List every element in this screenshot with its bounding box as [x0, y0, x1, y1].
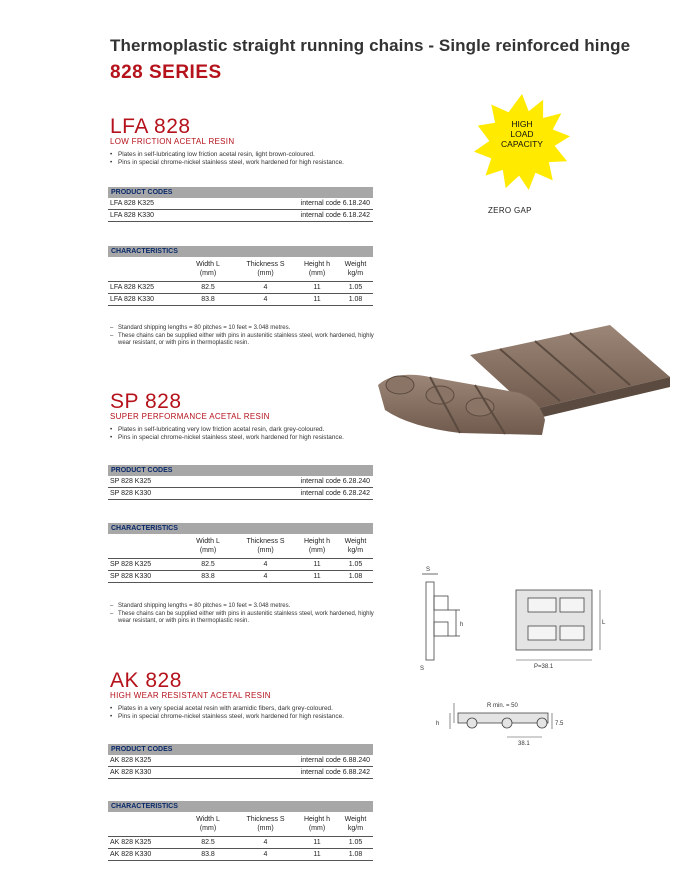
note-item: – These chains can be supplied either with pins in austenitic stainless steel, work hardened, highly wear resistant, or with pins in thermoplastic resin.	[110, 333, 385, 348]
col-height	[296, 537, 338, 555]
characteristics-header: CHARACTERISTICS	[108, 523, 373, 534]
table-row	[108, 476, 373, 488]
col-width	[183, 537, 233, 555]
row-weight: 1.08	[348, 573, 363, 580]
badge-line: LOAD	[510, 129, 534, 139]
zero-gap-label: ZERO GAP	[488, 206, 532, 215]
section-title: AK 828	[110, 669, 182, 692]
table-row	[108, 837, 373, 849]
col-label: Width L	[196, 538, 220, 545]
table-row	[108, 210, 373, 222]
chain-side-drawing	[432, 695, 572, 750]
row-weight: 1.05	[348, 561, 363, 568]
col-thickness	[238, 537, 293, 555]
feature-item: • Plates in self-lubricating low friction acetal resin, light brown-coloured.	[110, 151, 380, 159]
row-thickness: 4	[263, 573, 268, 580]
col-height	[296, 260, 338, 278]
col-unit: (mm)	[308, 825, 326, 832]
product-codes-table	[108, 744, 373, 779]
page-title: Thermoplastic straight running chains - Single reinforced hinge	[110, 36, 631, 55]
characteristics-header: CHARACTERISTICS	[108, 801, 373, 812]
row-width: 83.8	[201, 851, 215, 858]
row-thickness: 4	[263, 561, 268, 568]
col-label: Thickness S	[246, 816, 285, 823]
dim-a: 7.5	[555, 721, 564, 727]
note-item: – These chains can be supplied either with pins in austenitic stainless steel, work hardened, highly wear resistant, or with pins in thermoplastic resin.	[110, 611, 385, 626]
table-row	[108, 488, 373, 500]
col-unit: (mm)	[257, 825, 274, 832]
feature-list	[110, 705, 380, 721]
table-row	[108, 571, 373, 583]
characteristics-header: CHARACTERISTICS	[108, 246, 373, 257]
feature-item: • Pins in special chrome-nickel stainless steel, work hardened for high resistance.	[110, 159, 380, 167]
col-unit: (mm)	[199, 270, 217, 277]
internal-code: internal code 6.88.242	[300, 769, 370, 776]
col-unit: (mm)	[308, 547, 326, 554]
col-unit: (mm)	[199, 547, 217, 554]
internal-code: internal code 6.88.240	[300, 757, 370, 764]
col-unit: kg/m	[347, 270, 364, 277]
row-code: AK 828 K330	[110, 851, 152, 858]
row-width: 82.5	[201, 284, 215, 291]
internal-code: internal code 6.28.242	[300, 490, 370, 497]
col-unit: (mm)	[257, 547, 274, 554]
col-height	[296, 815, 338, 833]
notes-list	[110, 603, 385, 626]
col-unit: (mm)	[308, 270, 326, 277]
table-row	[108, 294, 373, 306]
product-code: LFA 828 K325	[110, 200, 154, 207]
series-title: 828 SERIES	[110, 62, 222, 83]
feature-item: • Pins in special chrome-nickel stainless steel, work hardened for high resistance.	[110, 713, 380, 721]
feature-item: • Plates in self-lubricating very low friction acetal resin, dark grey-coloured.	[110, 426, 380, 434]
dim-h: h	[460, 622, 464, 628]
row-code: SP 828 K325	[110, 561, 152, 568]
row-height: 11	[313, 561, 321, 568]
badge-line: CAPACITY	[501, 139, 543, 149]
col-weight	[338, 537, 373, 555]
col-unit: kg/m	[347, 547, 364, 554]
table-row	[108, 282, 373, 294]
product-codes-header: PRODUCT CODES	[108, 187, 373, 198]
feature-item: • Plates in a very special acetal resin with aramidic fibers, dark grey-coloured.	[110, 705, 380, 713]
col-weight	[338, 260, 373, 278]
col-label: Weight	[344, 261, 367, 268]
col-label: Height h	[303, 538, 331, 545]
row-thickness: 4	[263, 851, 268, 858]
internal-code: internal code 6.18.242	[300, 212, 370, 219]
row-height: 11	[313, 284, 321, 291]
row-width: 83.8	[201, 296, 215, 303]
row-thickness: 4	[263, 296, 268, 303]
row-thickness: 4	[263, 839, 268, 846]
row-height: 11	[313, 296, 321, 303]
row-height: 11	[313, 573, 321, 580]
section-subtitle: HIGH WEAR RESISTANT ACETAL RESIN	[110, 691, 271, 700]
table-row	[108, 767, 373, 779]
product-codes-header: PRODUCT CODES	[108, 465, 373, 476]
note-item: – Standard shipping lengths = 80 pitches = 10 feet = 3.048 metres.	[110, 603, 385, 611]
section-title: LFA 828	[110, 115, 191, 138]
col-label: Weight	[344, 816, 367, 823]
dim-pitch-side: 38.1	[518, 741, 530, 747]
row-weight: 1.08	[348, 851, 363, 858]
characteristics-table	[108, 801, 373, 861]
dim-l: L	[602, 620, 606, 626]
dim-h-short: h	[436, 721, 440, 727]
col-label: Width L	[196, 816, 220, 823]
table-row	[108, 559, 373, 571]
row-code: AK 828 K325	[110, 839, 152, 846]
product-code: AK 828 K330	[110, 769, 152, 776]
column-headers	[108, 812, 373, 837]
dim-s-bottom: S	[420, 666, 425, 672]
characteristics-grid	[108, 812, 373, 861]
chain-technical-drawing	[408, 560, 618, 672]
row-weight: 1.08	[348, 296, 363, 303]
section-subtitle: SUPER PERFORMANCE ACETAL RESIN	[110, 412, 270, 421]
characteristics-table	[108, 246, 373, 306]
notes-list	[110, 325, 385, 348]
product-codes-table	[108, 187, 373, 222]
col-unit: (mm)	[257, 270, 274, 277]
column-headers	[108, 534, 373, 559]
col-label: Width L	[196, 261, 220, 268]
product-code: AK 828 K325	[110, 757, 152, 764]
col-label: Thickness S	[246, 538, 285, 545]
section-subtitle: LOW FRICTION ACETAL RESIN	[110, 137, 235, 146]
col-unit: kg/m	[347, 825, 364, 832]
dim-pitch: P=38.1	[534, 664, 554, 670]
col-width	[183, 815, 233, 833]
col-weight	[338, 815, 373, 833]
product-code: SP 828 K325	[110, 478, 152, 485]
table-row	[108, 198, 373, 210]
feature-item: • Pins in special chrome-nickel stainless steel, work hardened for high resistance.	[110, 434, 380, 442]
product-codes-table	[108, 465, 373, 500]
column-headers	[108, 257, 373, 282]
row-width: 83.8	[201, 573, 215, 580]
table-row	[108, 849, 373, 861]
high-load-badge	[474, 119, 570, 149]
characteristics-table	[108, 523, 373, 583]
characteristics-grid	[108, 257, 373, 306]
col-unit: (mm)	[199, 825, 217, 832]
col-label: Thickness S	[246, 261, 285, 268]
dim-s: S	[426, 567, 431, 573]
row-code: LFA 828 K325	[110, 284, 154, 291]
characteristics-grid	[108, 534, 373, 583]
feature-list	[110, 151, 380, 167]
row-weight: 1.05	[348, 839, 363, 846]
row-code: LFA 828 K330	[110, 296, 154, 303]
feature-list	[110, 426, 380, 442]
row-width: 82.5	[201, 561, 215, 568]
row-weight: 1.05	[348, 284, 363, 291]
row-height: 11	[313, 839, 321, 846]
col-thickness	[238, 815, 293, 833]
col-label: Height h	[303, 261, 331, 268]
row-width: 82.5	[201, 839, 215, 846]
row-height: 11	[313, 851, 321, 858]
dim-radius: R min. = 50	[487, 703, 518, 709]
col-width	[183, 260, 233, 278]
badge-line: HIGH	[511, 119, 533, 129]
row-code: SP 828 K330	[110, 573, 152, 580]
col-label: Height h	[303, 816, 331, 823]
internal-code: internal code 6.18.240	[300, 200, 370, 207]
product-codes-header: PRODUCT CODES	[108, 744, 373, 755]
product-code: SP 828 K330	[110, 490, 152, 497]
section-title: SP 828	[110, 390, 182, 413]
table-row	[108, 755, 373, 767]
note-item: – Standard shipping lengths = 80 pitches = 10 feet = 3.048 metres.	[110, 325, 385, 333]
product-code: LFA 828 K330	[110, 212, 154, 219]
row-thickness: 4	[263, 284, 268, 291]
chain-product-photo	[370, 315, 680, 450]
col-thickness	[238, 260, 293, 278]
col-label: Weight	[344, 538, 367, 545]
internal-code: internal code 6.28.240	[300, 478, 370, 485]
